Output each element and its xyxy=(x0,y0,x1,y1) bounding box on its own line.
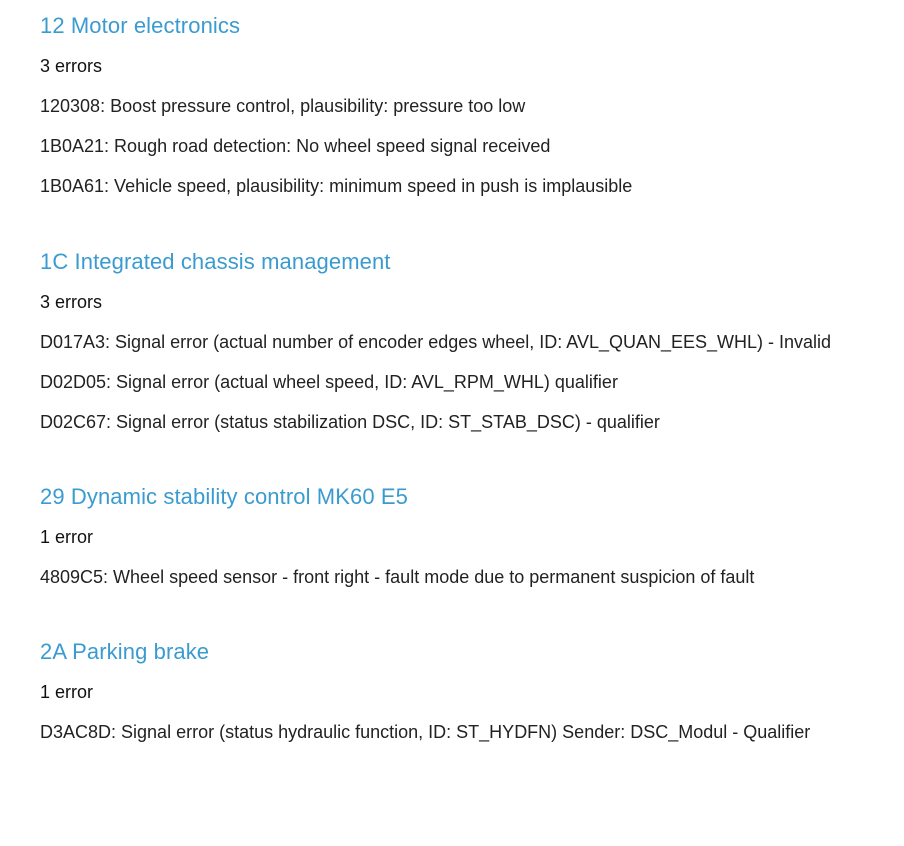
module-title: 2A Parking brake xyxy=(40,639,210,664)
error-item: D3AC8D: Signal error (status hydraulic function, ID: ST_HYDFN) Sender: DSC_Modul - Qualifier xyxy=(40,722,811,742)
error-count: 3 errors xyxy=(40,56,103,76)
error-item: 120308: Boost pressure control, plausibility: pressure too low xyxy=(40,96,526,116)
module-parking-brake xyxy=(40,639,860,743)
module-integrated-chassis-management xyxy=(40,249,860,433)
error-item: D017A3: Signal error (actual number of encoder edges wheel, ID: AVL_QUAN_EES_WHL) - Invalid xyxy=(40,332,832,352)
module-motor-electronics xyxy=(40,0,860,197)
error-count: 3 errors xyxy=(40,292,103,312)
module-title: 29 Dynamic stability control MK60 E5 xyxy=(40,484,408,509)
error-item: 1B0A61: Vehicle speed, plausibility: minimum speed in push is implausible xyxy=(40,176,633,196)
error-item: D02D05: Signal error (actual wheel speed, ID: AVL_RPM_WHL) qualifier xyxy=(40,372,618,392)
error-item: 4809C5: Wheel speed sensor - front right - fault mode due to permanent suspicion of fault xyxy=(40,567,755,587)
error-count: 1 error xyxy=(40,682,94,702)
error-count: 1 error xyxy=(40,527,94,547)
error-item: 1B0A21: Rough road detection: No wheel speed signal received xyxy=(40,136,551,156)
error-item: D02C67: Signal error (status stabilization DSC, ID: ST_STAB_DSC) - qualifier xyxy=(40,412,660,432)
module-title: 12 Motor electronics xyxy=(40,13,241,38)
module-title: 1C Integrated chassis management xyxy=(40,249,391,274)
module-dynamic-stability-control xyxy=(40,484,860,588)
fault-report xyxy=(40,0,860,743)
